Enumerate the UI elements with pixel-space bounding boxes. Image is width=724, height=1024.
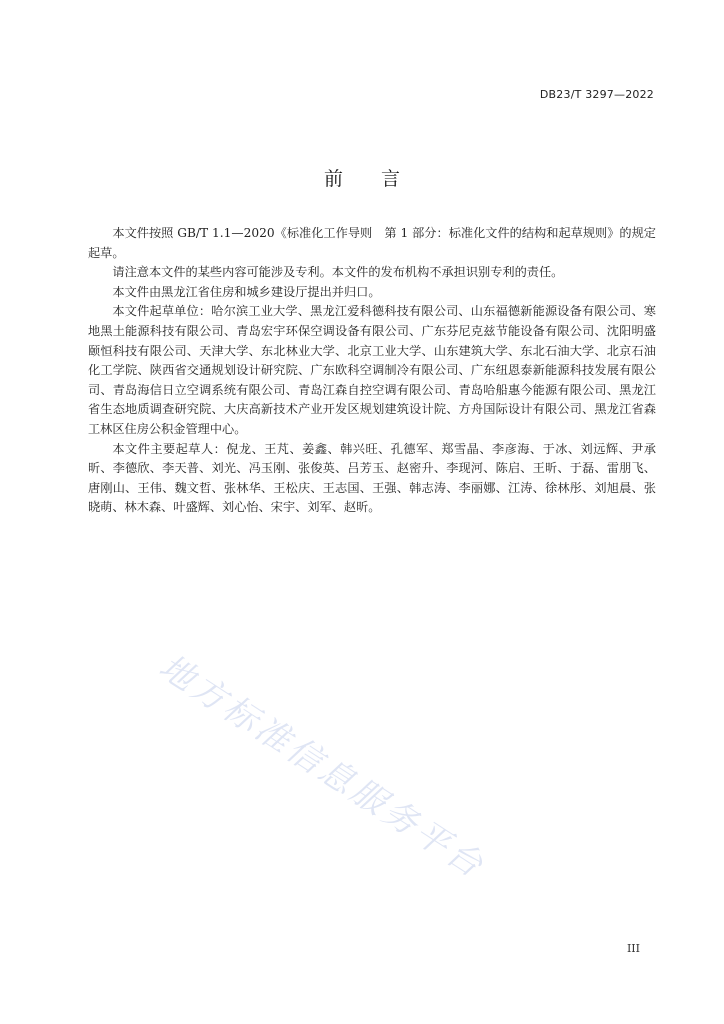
document-code: DB23/T 3297—2022: [539, 88, 654, 101]
watermark-text: 地方标准信息服务平台: [151, 646, 493, 888]
paragraph-drafting-units: 本文件起草单位：哈尔滨工业大学、黑龙江爱科德科技有限公司、山东福德新能源设备有限公司、寒地黑土能源科技有限公司、青岛宏宇环保空调设备有限公司、广东芬尼克兹节能设备有限公司、沈阳明盛颐恒科技有限公司、天津大学、东北林业大学、北京工业大学、山东建筑大学、东北石油大学、北京石油化工学院、陕西省交通规划设计研究院、广东欧科空调制冷有限公司、广东纽恩泰新能源科技发展有限公司、青岛海信日立空调系统有限公司、青岛江森自控空调有限公司、青岛哈船惠今能源有限公司、黑龙江省生态地质调查研究院、大庆高新技术产业开发区规划建筑设计院、方舟国际设计有限公司、黑龙江省森工林区住房公积金管理中心。: [88, 304, 656, 436]
paragraph-patent-notice: 请注意本文件的某些内容可能涉及专利。本文件的发布机构不承担识别专利的责任。: [112, 265, 564, 280]
page-number: III: [626, 942, 640, 955]
page-title: 前言: [323, 168, 438, 190]
preface-body: [88, 224, 656, 518]
paragraph-drafters: 本文件主要起草人：倪龙、王芃、姜鑫、韩兴旺、孔德军、郑雪晶、李彦海、于冰、刘远辉、尹承昕、李德欣、李天普、刘光、冯玉刚、张俊英、吕芳玉、赵密升、李现河、陈启、王昕、于磊、雷朋飞、唐刚山、王伟、魏文哲、张林华、王松庆、王志国、王强、韩志涛、李丽娜、江涛、徐林彤、刘旭晨、张晓萌、林木森、叶盛辉、刘心怡、宋宇、刘军、赵昕。: [88, 441, 656, 515]
paragraph-proposer: 本文件由黑龙江省住房和城乡建设厅提出并归口。: [112, 284, 381, 299]
paragraph-drafting-rules: 本文件按照 GB/T 1.1—2020《标准化工作导则 第 1 部分：标准化文件的结构和起草规则》的规定起草。: [88, 226, 656, 260]
